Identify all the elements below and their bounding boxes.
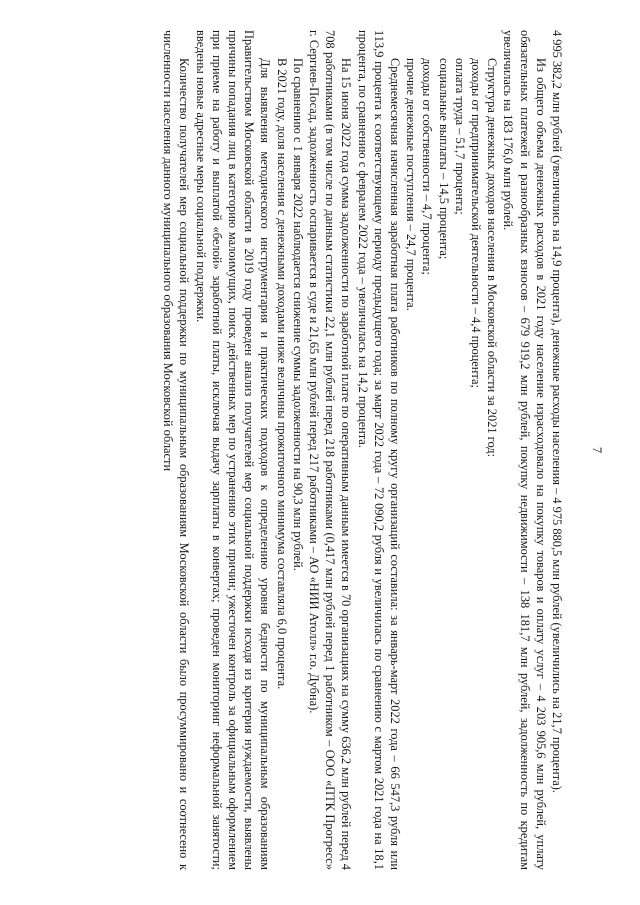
list-item: доходы от предпринимательской деятельности – 4,4 процента; [468,58,483,388]
list-item: социальные выплаты – 14,5 процента; [436,58,451,260]
paragraph: Из общего объема денежных расходов в 2021 году население израсходовало на покупку товаров и оплату услуг – 4 203 905,6 млн рублей, уплату обязательных платежей и разнообразных взносов – 679 919,2 млн рублей, покупку недвижимости – 138 181,7 млн рублей, задолженность по кредитам увеличилась на 183 176,0 млн рублей. [501,30,548,870]
paragraph: Для выявления методического инструментария и практических подходов к определению уровня бедности по муниципальным образованиям Правительством Московской области в 2019 году проведен анализ получателей мер социальной поддержки исходя из критерия нуждаемости, выявлены причины попадания лиц в категорию малоимущих, поиск действенных мер по устранению этих причин; ужесточен контроль за официальным оформлением при приеме на работу и выплатой «белой» заработной платы, исключая выдачу зарплаты в конвертах; проведен мониторинг неформальной занятости; введены новые адресные меры социальной поддержки. [193,30,273,870]
paragraph: По сравнению с 1 января 2022 наблюдается снижение суммы задолженности на 90,3 млн рублей. [290,58,305,571]
page-number: 7 [590,446,604,454]
paragraph: Количество получателей мер социальной поддержки по муниципальным образованиям Московской области было просуммировано и соотнесено к численности населения данного муниципального образования Московской области [161,30,192,870]
list-item: доходы от собственности – 4,7 процента; [420,58,435,275]
paragraph: На 15 июня 2022 года сумма задолженности по заработной плате по оперативным данным имеется в 70 организациях на сумму 636,2 млн рублей перед 4 708 работниками (в том числе по данным статистики 22,1 млн рублей перед 218 работниками (0,417 млн рублей перед 1 работником – ООО «ПТК Прогресс» г. Сергиев-Посад, задолженность оспаривается в суде и 21,65 млн рублей перед 217 работниками – АО «НИИ Атолл» г.о. Дубна). [306,30,354,870]
paragraph: 4 995 382,2 млн рублей (увеличились на 14,9 процента), денежные расходы населения – 4 975 880,5 млн рублей (увеличились на 21,7 процента). [550,30,564,793]
paragraph: Среднемесячная начисленная заработная плата работников по полному кругу организаций составила: за январь-март 2022 года – 66 547,3 рубля или 113,9 процента к соответствующему периоду предыдущего года; за март 2022 года – 72 090,2 рубля и увеличилась по сравнению с мартом 2021 года на 18,1 процента, по сравнению с февралем 2022 года – увеличилась на 14,2 процента. [355,30,402,870]
paragraph: В 2021 году, доля населения с денежными доходами ниже величины прожиточного минимума составляла 6,0 процента. [274,58,289,690]
list-item: прочие денежные поступления – 24,7 процента. [404,58,419,311]
list-item: оплата труда – 51,7 процента; [452,58,467,215]
document-page [35,30,605,870]
document-body [160,30,565,870]
paragraph: Структура денежных доходов населения в Московской области за 2021 год: [485,58,500,458]
